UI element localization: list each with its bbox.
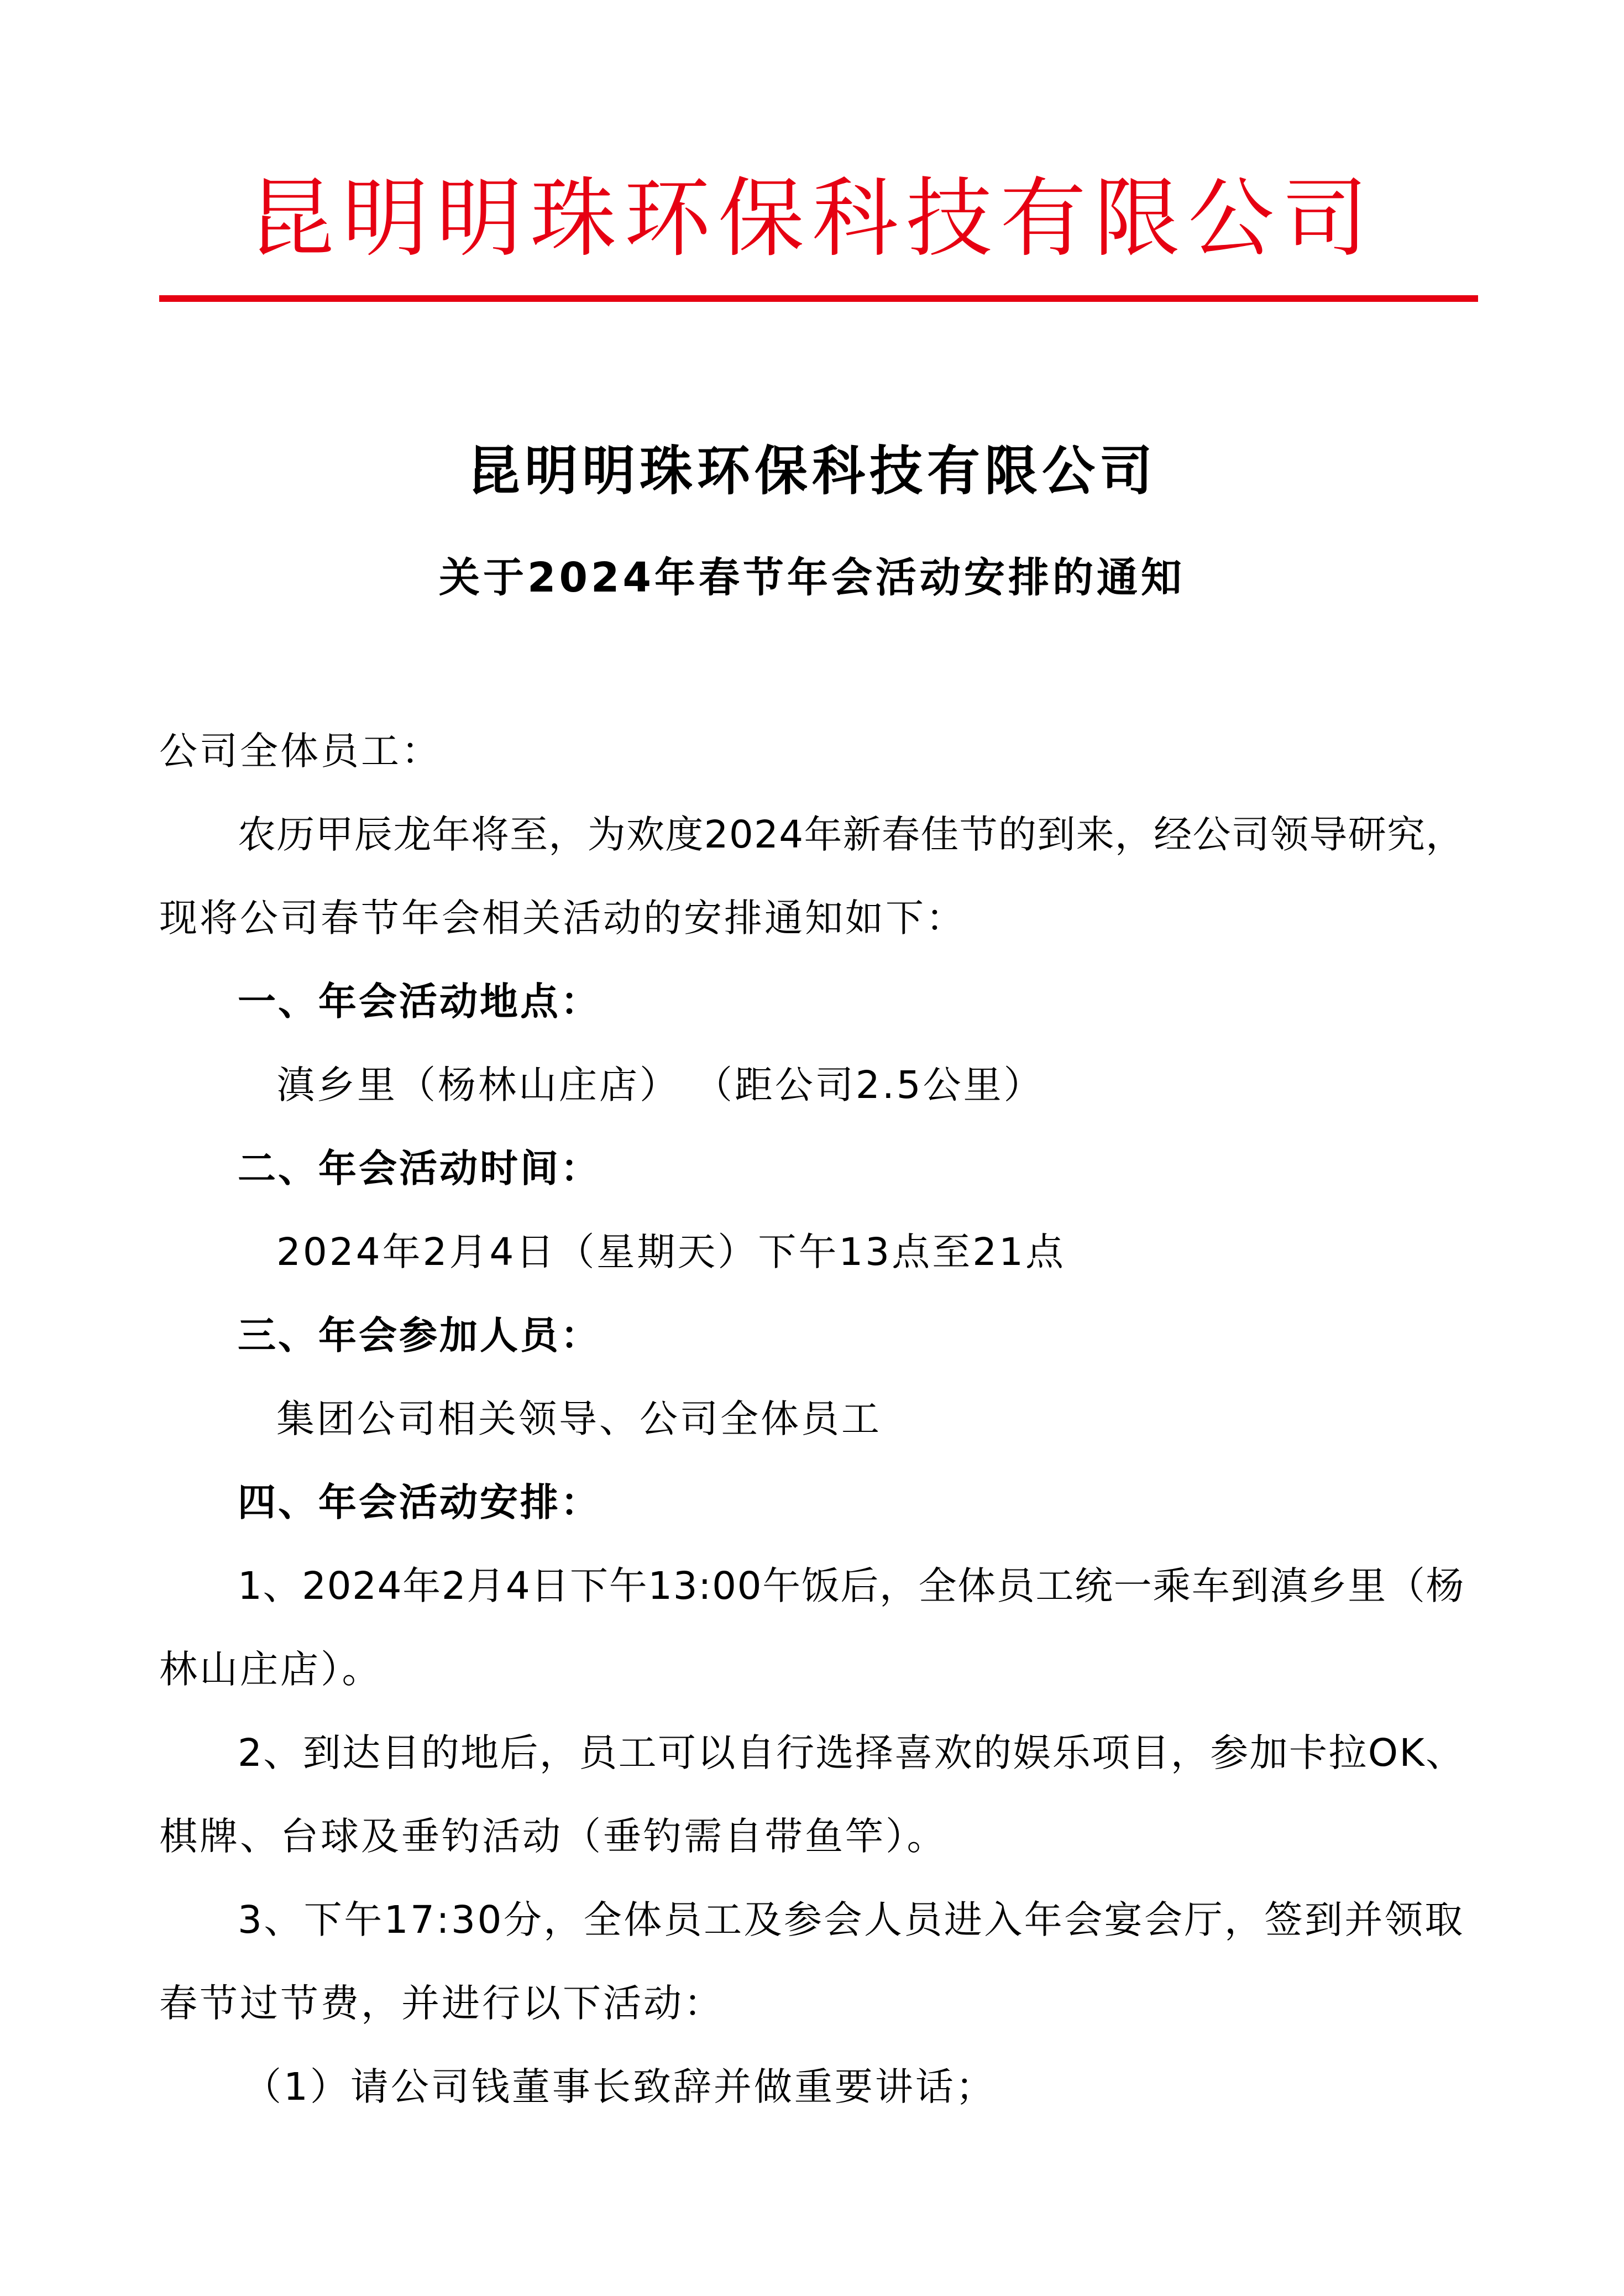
intro-line-2: 现将公司春节年会相关活动的安排通知如下： — [159, 896, 966, 940]
section-heading-arrangements: 四、年会活动安排： — [238, 1481, 601, 1525]
section-text-location: 滇乡里（杨林山庄店） （距公司2.5公里） — [276, 1063, 1044, 1107]
section-text-time: 2024年2月4日（星期天）下午13点至21点 — [276, 1230, 1066, 1274]
section-heading-time: 二、年会活动时间： — [238, 1147, 601, 1191]
arrangement-item-3-line-2: 春节过节费，并进行以下活动： — [159, 1981, 724, 2026]
section-heading-location: 一、年会活动地点： — [238, 980, 601, 1024]
document-title-subject: 关于2024年春节年会活动安排的通知 — [439, 554, 1185, 602]
arrangement-item-3-line-1: 3、下午17:30分，全体员工及参会人员进入年会宴会厅，签到并领取 — [238, 1898, 1465, 1942]
section-heading-attendees: 三、年会参加人员： — [238, 1314, 601, 1358]
arrangement-item-2-line-1: 2、到达目的地后，员工可以自行选择喜欢的娱乐项目，参加卡拉OK、 — [238, 1731, 1465, 1775]
salutation: 公司全体员工： — [159, 729, 442, 773]
arrangement-item-2-line-2: 棋牌、台球及垂钓活动（垂钓需自带鱼竿）。 — [159, 1814, 947, 1859]
arrangement-item-1-line-1: 1、2024年2月4日下午13:00午饭后，全体员工统一乘车到滇乡里（杨 — [238, 1564, 1465, 1608]
arrangement-item-1-line-2: 林山庄店）。 — [159, 1648, 383, 1692]
section-text-attendees: 集团公司相关领导、公司全体员工 — [276, 1397, 882, 1441]
letterhead-company-name: 昆明明珠环保科技有限公司 — [248, 168, 1376, 269]
intro-line-1: 农历甲辰龙年将至，为欢度2024年新春佳节的到来，经公司领导研究， — [238, 813, 1465, 857]
arrangement-subitem-1: （1）请公司钱董事长致辞并做重要讲话； — [243, 2065, 996, 2109]
document-title-company: 昆明明珠环保科技有限公司 — [467, 440, 1157, 502]
letterhead-red-rule — [159, 295, 1478, 302]
